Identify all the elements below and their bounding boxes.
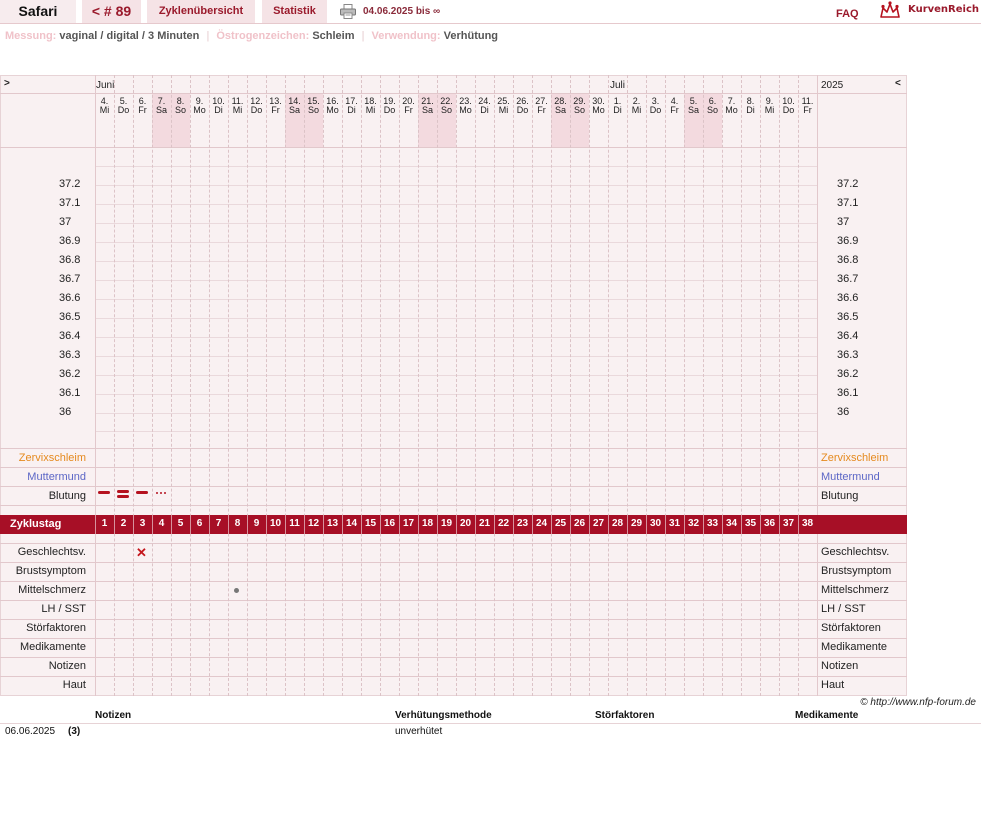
day-gridline [570,75,571,696]
day-header[interactable] [95,97,114,115]
day-gridline [437,75,438,696]
day-weekday: Fr [138,105,147,115]
day-header[interactable] [703,97,722,115]
copyright: © http://www.nfp-forum.de [860,697,976,708]
day-weekday: So [440,105,452,115]
cycle-day-number[interactable]: 15 [364,518,377,529]
day-weekday: Do [383,105,396,115]
temperature-label: 36.5 [59,311,81,323]
cycle-day-number[interactable]: 21 [478,518,491,529]
notes-row-date[interactable]: 06.06.2025 [5,726,56,737]
day-weekday: Fr [404,105,413,115]
cycle-day-number[interactable]: 1 [101,518,108,529]
day-weekday: Di [613,105,622,115]
day-header[interactable] [570,97,589,115]
day-date: 5. [689,96,698,106]
day-gridline [171,75,172,696]
temperature-label-right: 36.9 [837,235,859,247]
day-date: 2. [632,96,641,106]
cycle-day-number[interactable]: 38 [801,518,814,529]
day-weekday: So [307,105,319,115]
day-weekday: So [706,105,718,115]
temperature-label: 36.3 [59,349,81,361]
day-date: 1. [613,96,622,106]
day-date: 9. [195,96,204,106]
day-header[interactable] [304,97,323,115]
day-date: 18. [364,96,377,106]
temperature-label-right: 36.4 [837,330,859,342]
day-gridline [779,75,780,696]
faq-link[interactable]: FAQ [836,8,859,20]
prev-cycle-button[interactable]: > [4,78,10,89]
day-gridline [152,75,153,696]
day-date: 17. [345,96,358,106]
usage-value: Verhütung [443,30,499,42]
day-header[interactable] [532,97,551,115]
cycle-day-number[interactable]: 13 [326,518,339,529]
cycle-day-number[interactable]: 32 [687,518,700,529]
day-gridline [247,75,248,696]
day-gridline [722,75,723,696]
cycle-day-number[interactable]: 6 [196,518,203,529]
day-gridline [95,75,96,696]
day-gridline [589,75,590,696]
temperature-label-right: 37 [837,216,850,228]
day-weekday: Mo [592,105,605,115]
bleeding-mark-normal[interactable] [98,491,110,494]
day-weekday: Mo [193,105,206,115]
day-date: 26. [516,96,529,106]
day-date: 8. [746,96,755,106]
temperature-label: 36.4 [59,330,81,342]
row-label-störfaktoren: Störfaktoren [26,622,86,634]
day-gridline [285,75,286,696]
day-header[interactable] [627,97,646,115]
cycle-day-number[interactable]: 4 [158,518,165,529]
cycle-day-number[interactable]: 2 [120,518,127,529]
day-weekday: Sa [155,105,167,115]
day-header[interactable] [760,97,779,115]
day-weekday: Di [746,105,755,115]
day-weekday: Do [250,105,263,115]
measurement-info [5,30,498,42]
day-header[interactable] [665,97,684,115]
grid-line [0,600,907,601]
day-gridline [304,75,305,696]
day-weekday: Sa [687,105,699,115]
cycle-day-bar [0,515,907,534]
grid-line [0,562,907,563]
temperature-label-right: 36.3 [837,349,859,361]
next-cycle-button[interactable]: < [895,78,901,89]
month-label-july: Juli [610,80,626,91]
day-gridline [608,75,609,696]
date-range: 04.06.2025 bis ∞ [363,6,441,17]
temperature-label-right: 36.7 [837,273,859,285]
day-weekday: Do [649,105,662,115]
day-date: 7. [727,96,736,106]
cycle-day-number[interactable]: 18 [421,518,434,529]
day-header[interactable] [551,97,570,115]
notes-header: Notizen [95,710,132,721]
cycle-tab[interactable]: < # 89 [82,0,141,23]
row-label-haut: Haut [62,679,86,691]
row-label-muttermund-right: Muttermund [821,471,880,483]
estrogen-value: Schleim [312,30,355,42]
day-header[interactable] [608,97,627,115]
day-gridline [323,75,324,696]
temperature-label-right: 37.1 [837,197,859,209]
day-weekday: Sa [421,105,433,115]
temperature-label: 36.6 [59,292,81,304]
notes-divider [0,723,981,724]
day-weekday: So [174,105,186,115]
cycle-day-number[interactable]: 35 [744,518,757,529]
cycle-day-number[interactable]: 7 [215,518,222,529]
day-gridline [532,75,533,696]
day-header[interactable] [380,97,399,115]
cycle-day-number[interactable]: 17 [402,518,415,529]
day-header[interactable] [399,97,418,115]
day-header[interactable] [475,97,494,115]
day-header[interactable] [684,97,703,115]
day-header[interactable] [437,97,456,115]
print-icon[interactable] [340,4,356,19]
estrogen-label: Östrogenzeichen: [216,30,310,42]
day-header[interactable] [779,97,798,115]
bleeding-mark-normal[interactable] [136,491,148,494]
temperature-label: 36.2 [59,368,81,380]
day-date: 29. [573,96,586,106]
notes-row-count: (3) [68,726,81,737]
day-gridline [703,75,704,696]
cycle-day-number[interactable]: 11 [289,518,300,529]
temperature-label: 36.8 [59,254,81,266]
day-weekday: Sa [288,105,300,115]
day-weekday: Do [117,105,130,115]
bleeding-mark-heavy[interactable] [117,490,129,493]
disturbances-header: Störfaktoren [595,710,655,721]
bleeding-mark-heavy[interactable] [117,495,129,498]
day-weekday: Mi [232,105,243,115]
day-gridline [798,75,799,696]
cycle-overview-tab[interactable]: Zyklenübersicht [147,0,255,23]
row-label-brustsymptom-right: Brustsymptom [821,565,892,577]
bleeding-mark-spotting[interactable] [164,492,166,494]
grid-line [0,467,907,468]
cycle-day-number[interactable]: 3 [139,518,146,529]
cycle-day-number[interactable]: 33 [706,518,719,529]
day-date: 5. [119,96,128,106]
day-weekday: Mo [326,105,339,115]
cycle-day-number[interactable]: 12 [307,518,320,529]
day-date: 21. [421,96,434,106]
temperature-label: 36.1 [59,387,81,399]
grid-line [0,93,907,94]
day-weekday: Fr [803,105,812,115]
day-header[interactable] [285,97,304,115]
day-weekday: Mi [365,105,376,115]
day-date: 7. [157,96,166,106]
day-header[interactable] [456,97,475,115]
day-weekday: Mi [764,105,775,115]
day-weekday: Fr [670,105,679,115]
cycle-day-number[interactable]: 27 [592,518,605,529]
day-header[interactable] [247,97,266,115]
bleeding-mark-spotting[interactable] [160,492,162,494]
row-label-medikamente-right: Medikamente [821,641,888,653]
cycle-day-number[interactable]: 22 [497,518,510,529]
month-label-june: Juni [96,80,115,91]
day-date: 25. [497,96,510,106]
day-date: 10. [782,96,795,106]
day-header[interactable] [798,97,817,115]
row-label-blutung: Blutung [48,490,86,502]
day-gridline [133,75,134,696]
day-header[interactable] [494,97,513,115]
cycle-day-number[interactable]: 25 [554,518,567,529]
day-date: 14. [288,96,301,106]
day-gridline [494,75,495,696]
row-label-mittelschmerz-right: Mittelschmerz [821,584,889,596]
grid-line [0,581,907,582]
cycle-day-number[interactable]: 36 [763,518,776,529]
row-label-notizen: Notizen [48,660,86,672]
day-gridline [817,75,818,696]
day-date: 22. [440,96,453,106]
day-gridline [551,75,552,696]
grid-line [0,486,907,487]
cycle-day-number[interactable]: 24 [535,518,548,529]
row-label-zervixschleim: Zervixschleim [18,452,86,464]
cycle-day-number[interactable]: 37 [782,518,795,529]
day-gridline [114,75,115,696]
grid-line [0,505,907,506]
grid-line [0,448,907,449]
temperature-label-right: 36.5 [837,311,859,323]
day-date: 24. [478,96,491,106]
cycle-day-number[interactable]: 23 [516,518,529,529]
day-date: 30. [592,96,605,106]
day-gridline [513,75,514,696]
cycle-day-number[interactable]: 34 [725,518,738,529]
row-label-lh-sst: LH / SST [41,603,86,615]
row-label-geschlechtsv-: Geschlechtsv. [17,546,86,558]
day-header[interactable] [114,97,133,115]
grid-line [0,619,907,620]
day-header[interactable] [228,97,247,115]
row-label-zervixschleim-right: Zervixschleim [821,452,889,464]
medication-header: Medikamente [795,710,859,721]
day-weekday: Mi [498,105,509,115]
row-label-haut-right: Haut [821,679,845,691]
day-gridline [361,75,362,696]
day-weekday: Do [782,105,795,115]
day-date: 10. [212,96,225,106]
cycle-day-number[interactable]: 28 [611,518,624,529]
day-header[interactable] [646,97,665,115]
day-date: 9. [765,96,774,106]
row-label-blutung-right: Blutung [821,490,859,502]
brand-logo: KurvenReich [908,4,980,15]
day-date: 6. [138,96,147,106]
day-header[interactable] [152,97,171,115]
cycle-day-number[interactable]: 19 [440,518,453,529]
day-header[interactable] [361,97,380,115]
temperature-label-right: 36.2 [837,368,859,380]
cycle-day-number[interactable]: 30 [649,518,662,529]
grid-line [0,657,907,658]
intercourse-cross-icon[interactable]: ✕ [136,545,147,560]
day-date: 3. [651,96,660,106]
temperature-label-right: 36 [837,406,850,418]
day-date: 4. [670,96,679,106]
day-date: 28. [554,96,567,106]
day-header[interactable] [513,97,532,115]
temperature-label-right: 37.2 [837,178,859,190]
temperature-label: 37.2 [59,178,81,190]
temperature-label-right: 36.8 [837,254,859,266]
day-gridline [380,75,381,696]
day-weekday: Mi [631,105,642,115]
day-gridline [627,75,628,696]
day-gridline [228,75,229,696]
app-tab[interactable]: Safari [0,0,76,23]
day-gridline [342,75,343,696]
day-date: 11. [231,96,244,106]
cycle-day-title: Zyklustag [10,518,62,530]
day-date: 12. [250,96,263,106]
crown-logo-icon [879,1,901,20]
temperature-label: 37.1 [59,197,81,209]
notes-row-method: unverhütet [395,726,443,737]
day-gridline [209,75,210,696]
temperature-label: 36.9 [59,235,81,247]
day-weekday: So [573,105,585,115]
day-date: 23. [459,96,472,106]
separator: | [361,30,365,42]
statistics-tab[interactable]: Statistik [262,0,327,23]
row-label-muttermund: Muttermund [27,471,86,483]
day-weekday: Di [347,105,356,115]
measurement-value: vaginal / digital / 3 Minuten [59,30,200,42]
cycle-chart [0,75,907,696]
row-label-geschlechtsv--right: Geschlechtsv. [821,546,890,558]
day-header[interactable] [266,97,285,115]
bleeding-mark-spotting[interactable] [156,492,158,494]
temperature-label-right: 36.6 [837,292,859,304]
usage-label: Verwendung: [371,30,441,42]
day-header[interactable] [133,97,152,115]
cycle-day-number[interactable]: 26 [573,518,586,529]
row-label-notizen-right: Notizen [821,660,859,672]
grid-line [0,638,907,639]
day-weekday: Sa [554,105,566,115]
day-header[interactable] [190,97,209,115]
cycle-day-number[interactable]: 5 [177,518,184,529]
day-date: 27. [535,96,548,106]
day-header[interactable] [589,97,608,115]
day-date: 15. [307,96,320,106]
separator: | [206,30,210,42]
day-weekday: Mi [99,105,110,115]
day-date: 16. [326,96,339,106]
day-gridline [665,75,666,696]
day-header[interactable] [209,97,228,115]
day-header[interactable] [722,97,741,115]
row-label-brustsymptom: Brustsymptom [15,565,86,577]
day-weekday: Di [214,105,223,115]
cycle-day-number[interactable]: 16 [383,518,396,529]
day-gridline [266,75,267,696]
temperature-label: 37 [59,216,72,228]
day-gridline [684,75,685,696]
day-gridline [760,75,761,696]
day-weekday: Mo [459,105,472,115]
day-gridline [418,75,419,696]
temperature-label-right: 36.1 [837,387,859,399]
day-gridline [190,75,191,696]
day-gridline [741,75,742,696]
day-date: 8. [176,96,185,106]
method-header: Verhütungsmethode [395,710,492,721]
day-weekday: Fr [537,105,546,115]
cycle-day-number[interactable]: 10 [269,518,282,529]
cycle-day-number[interactable]: 29 [630,518,643,529]
top-bar [0,0,981,24]
day-header[interactable] [323,97,342,115]
mittelschmerz-dot-icon[interactable] [234,588,239,593]
day-gridline [456,75,457,696]
day-header[interactable] [418,97,437,115]
cycle-day-number[interactable]: 9 [253,518,260,529]
grid-line [0,676,907,677]
grid-line [0,147,907,148]
row-label-störfaktoren-right: Störfaktoren [821,622,881,634]
measurement-label: Messung: [5,30,57,42]
day-header[interactable] [171,97,190,115]
year-label: 2025 [821,80,844,91]
day-date: 6. [708,96,717,106]
row-label-mittelschmerz: Mittelschmerz [18,584,86,596]
day-weekday: Fr [271,105,280,115]
day-header[interactable] [342,97,361,115]
day-header[interactable] [741,97,760,115]
grid-line [0,543,907,544]
row-label-lh-sst-right: LH / SST [821,603,866,615]
cycle-day-number[interactable]: 14 [345,518,358,529]
cycle-day-number[interactable]: 20 [459,518,472,529]
day-weekday: Do [516,105,529,115]
cycle-day-number[interactable]: 8 [234,518,241,529]
day-gridline [399,75,400,696]
day-date: 19. [383,96,396,106]
temperature-label: 36 [59,406,72,418]
day-date: 11. [801,96,814,106]
cycle-day-number[interactable]: 31 [668,518,681,529]
day-date: 20. [402,96,415,106]
day-weekday: Mo [725,105,738,115]
day-weekday: Di [480,105,489,115]
row-label-medikamente: Medikamente [19,641,86,653]
day-gridline [646,75,647,696]
temperature-label: 36.7 [59,273,81,285]
day-gridline [475,75,476,696]
day-date: 13. [269,96,282,106]
day-date: 4. [100,96,109,106]
